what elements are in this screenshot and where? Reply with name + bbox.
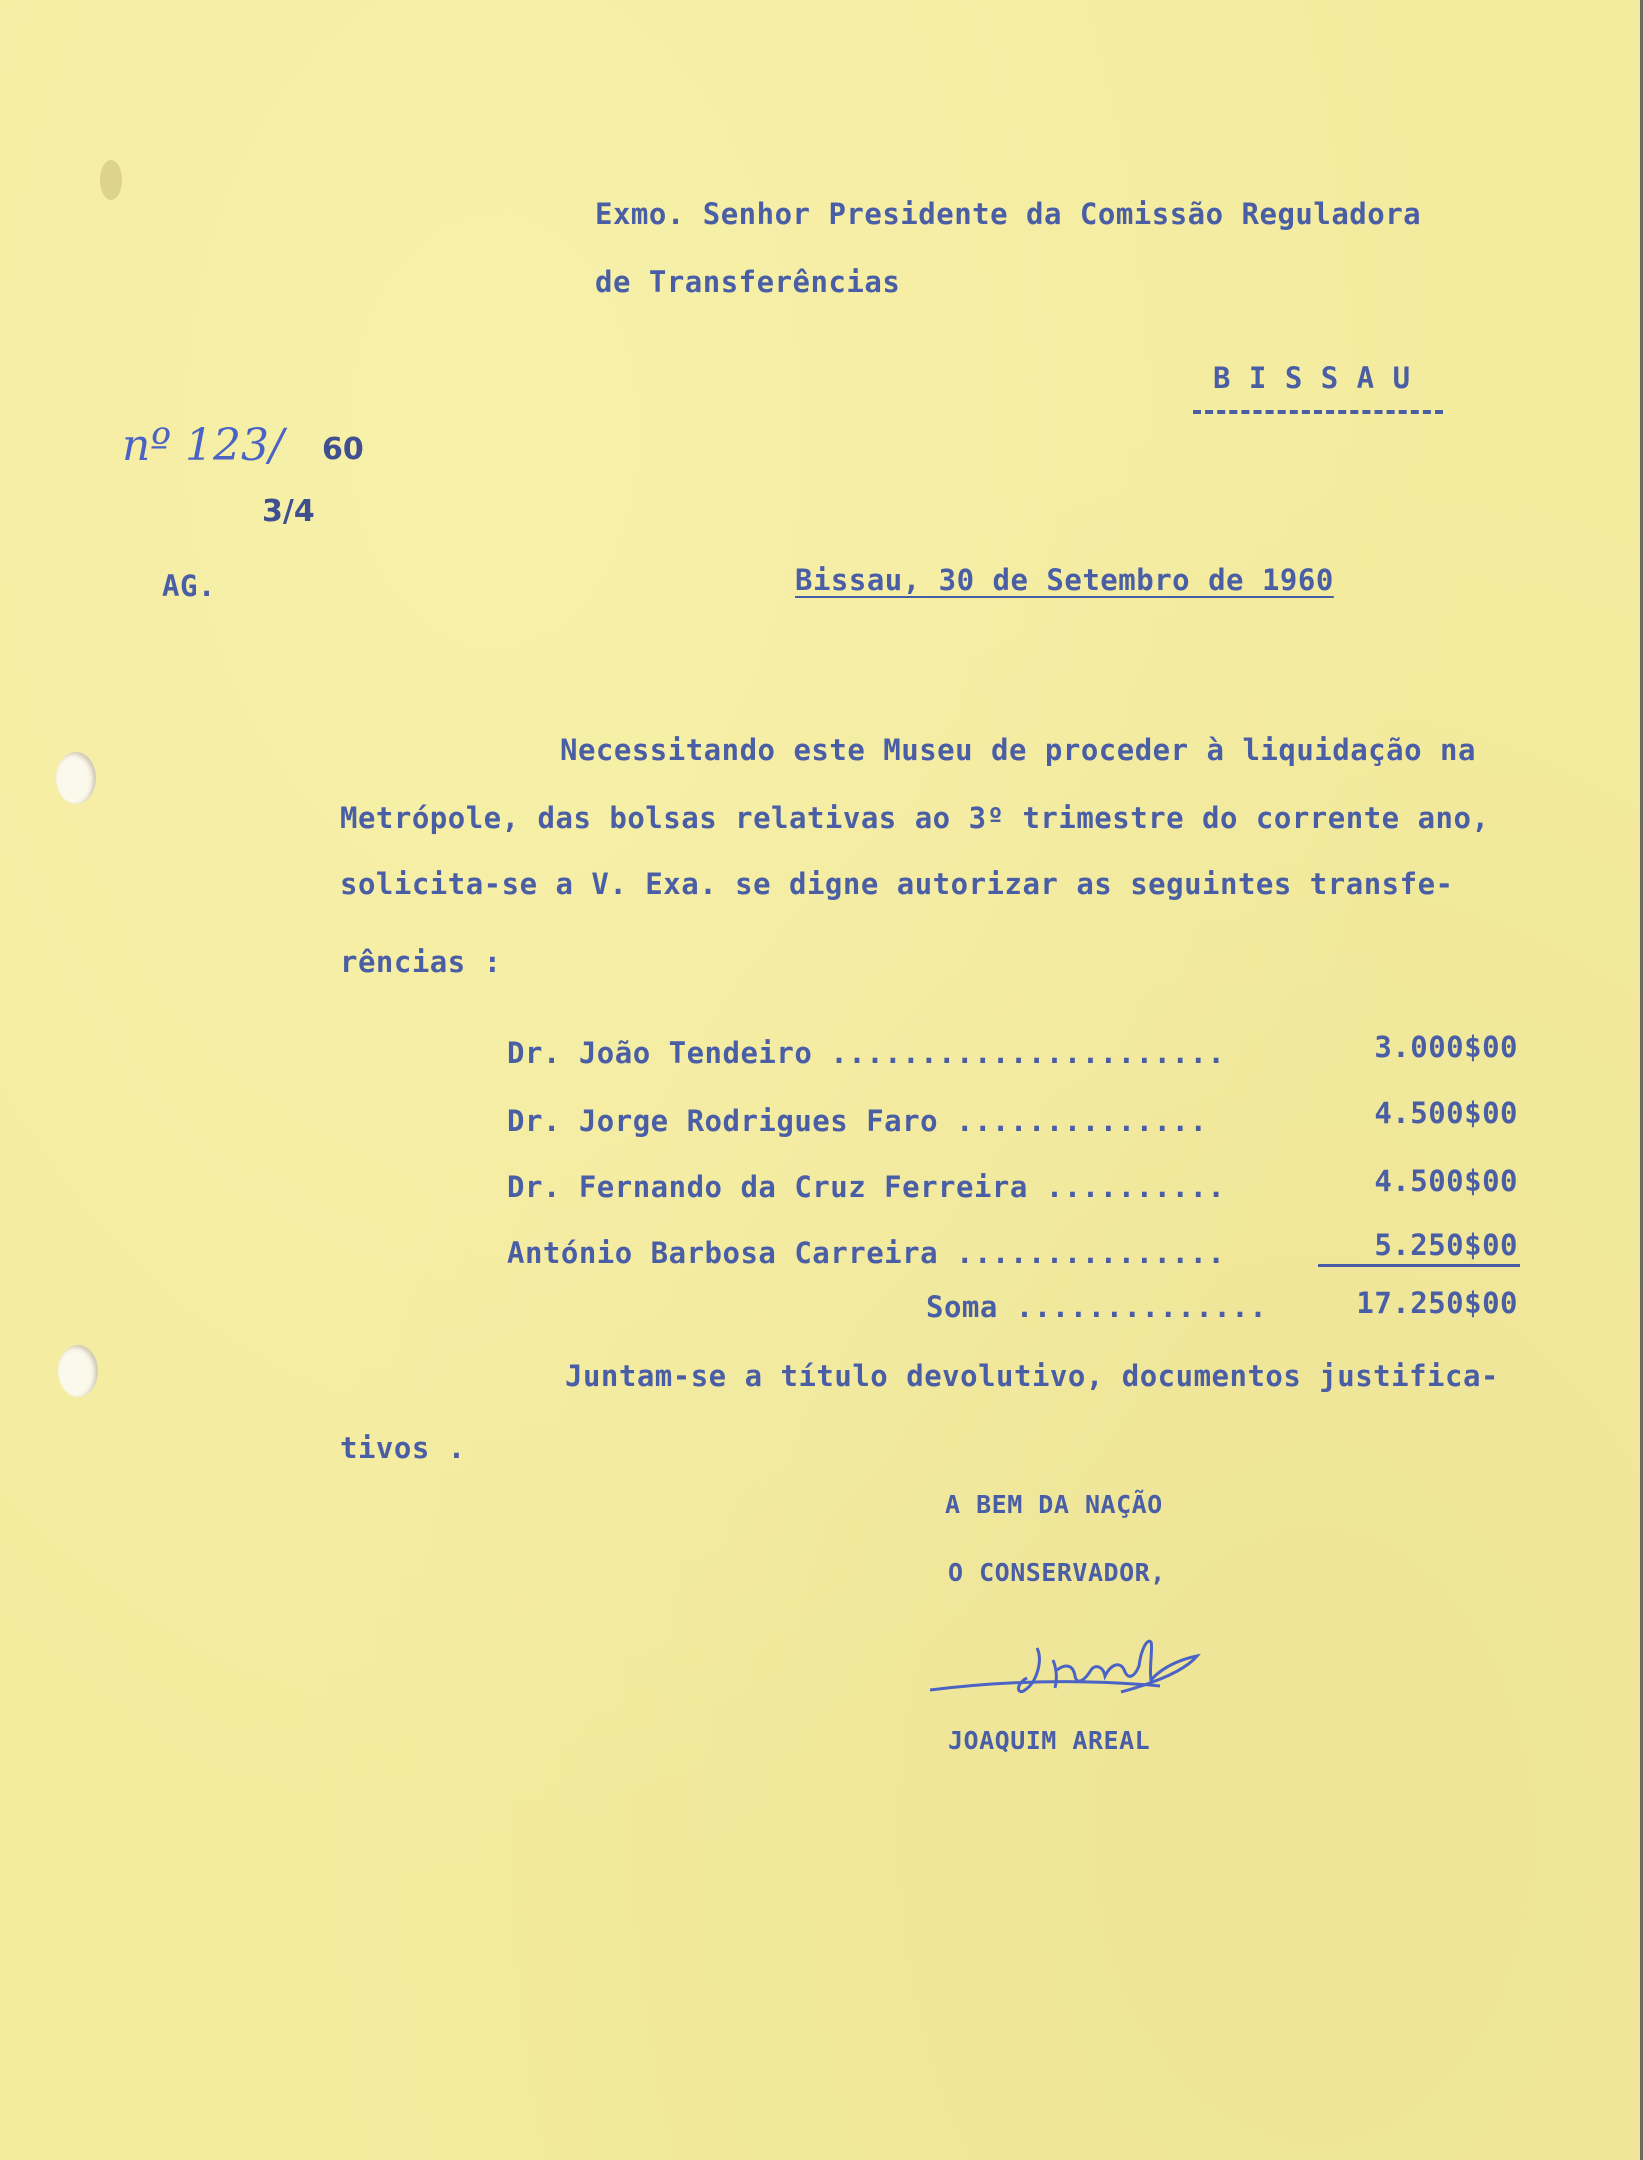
addressee-city: B I S S A U <box>1213 361 1411 395</box>
closing-line-1: Juntam-se a título devolutivo, documentos justifica- <box>565 1359 1499 1393</box>
addressee-line-2: de Transferências <box>595 265 901 299</box>
sum-rule <box>1318 1264 1520 1267</box>
signer-title: O CONSERVADOR, <box>948 1558 1166 1587</box>
transfer-row-amount: 5.250$00 <box>1374 1228 1518 1262</box>
reference-fraction: 3/4 <box>262 494 315 529</box>
city-underline <box>1193 410 1443 414</box>
signer-name: JOAQUIM AREAL <box>948 1726 1151 1755</box>
body-line-4: rências : <box>340 945 502 979</box>
initials: AG. <box>162 569 216 603</box>
reference-handwritten-number: nº 123/ <box>122 420 284 471</box>
transfer-row-label: António Barbosa Carreira ............... <box>507 1236 1226 1270</box>
transfer-row-amount: 4.500$00 <box>1374 1096 1518 1130</box>
total-label: Soma .............. <box>926 1290 1268 1324</box>
closing-line-2: tivos . <box>340 1431 466 1465</box>
body-line-1: Necessitando este Museu de proceder à liquidação na <box>560 733 1476 767</box>
handwritten-signature <box>925 1620 1275 1720</box>
total-amount: 17.250$00 <box>1356 1286 1518 1320</box>
punch-hole-top <box>56 752 96 804</box>
punch-hole-bottom <box>58 1345 98 1397</box>
transfer-row-amount: 4.500$00 <box>1374 1164 1518 1198</box>
transfer-row-amount: 3.000$00 <box>1374 1030 1518 1064</box>
salutation: A BEM DA NAÇÃO <box>945 1490 1163 1519</box>
date-line: Bissau, 30 de Setembro de 1960 <box>795 563 1334 597</box>
transfer-row-label: Dr. Jorge Rodrigues Faro .............. <box>507 1104 1208 1138</box>
transfer-row-label: Dr. Fernando da Cruz Ferreira .......... <box>507 1170 1226 1204</box>
transfer-row-label: Dr. João Tendeiro ...................... <box>507 1036 1226 1070</box>
reference-year: 60 <box>322 432 364 467</box>
paper-stain <box>100 160 122 200</box>
addressee-line-1: Exmo. Senhor Presidente da Comissão Reguladora <box>595 197 1422 231</box>
body-line-2: Metrópole, das bolsas relativas ao 3º trimestre do corrente ano, <box>340 801 1490 835</box>
body-line-3: solicita-se a V. Exa. se digne autorizar as seguintes transfe- <box>340 867 1454 901</box>
